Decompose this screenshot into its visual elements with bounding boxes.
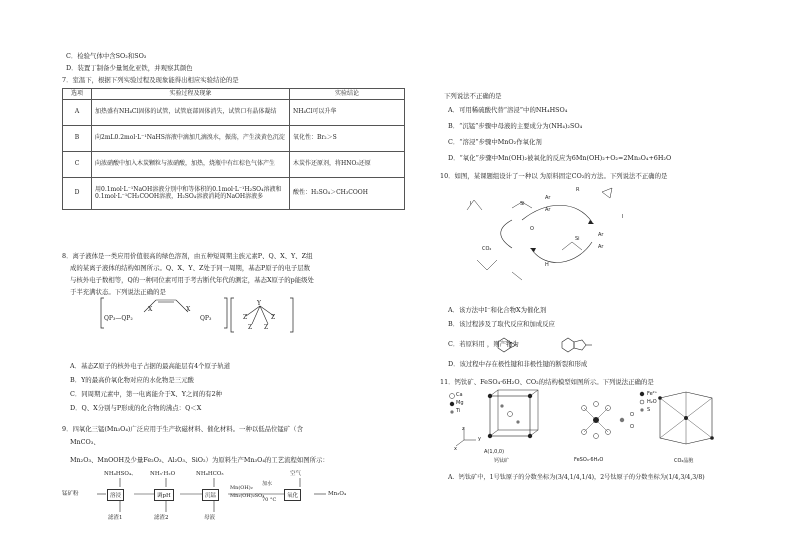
q10-label-si: Si: [520, 201, 525, 207]
table-cell-option: D: [63, 177, 92, 209]
q10-label-i: I: [470, 201, 472, 207]
q9-option-a: A．可用稀硫酸代替“溶浸”中的NH₄HSO₄: [448, 106, 568, 114]
q7-table: [62, 88, 405, 210]
q9-flow-residue-2: 滤渣2: [154, 515, 169, 521]
q10-label-ar: Ar: [598, 232, 604, 238]
q11-point-a: A(1,0,0): [484, 449, 505, 455]
q9-flow-reagent-2: NH₃·H₂O: [150, 471, 176, 477]
q9-option-d: D．“氧化”步骤中Mn(OH)₂被氧化的反应为6Mn(OH)₂+O₂=2Mn₃O₄+6H₂O: [448, 154, 672, 162]
q10-option-a: A．该方法中I⁻和化合物X为催化剂: [448, 306, 547, 314]
table-cell-process: 向浓硝酸中加入木炭颗粒与浓硝酸，加热，烧瓶中有红棕色气体产生: [92, 151, 290, 177]
q9-flow-reagent-1: NH₄HSO₄、: [104, 471, 137, 477]
q9-flow-step-precip: 沉锰: [202, 489, 219, 501]
q10-stem: 10．如图，某课题组设计了一种以 为原料固定CO₂的方法。下列说法不正确的是: [440, 172, 668, 180]
q9-cont-question: 下列说法不正确的是: [444, 92, 502, 100]
q11-caption-co2: CO₂晶胞: [674, 458, 694, 464]
q9-stem-line-1: 9．四氧化三锰(Mn₃O₄)广泛应用于生产软磁材料、催化材料。一种以低品位锰矿（含: [62, 425, 303, 433]
q8-option-a: A．基态Z原子的核外电子占据的最高能层有4个原子轨道: [70, 362, 231, 370]
q11-legend-fe: Fe²⁺: [647, 391, 658, 397]
q9-flow-add-water: 加水: [262, 481, 273, 487]
table-row: [63, 177, 405, 209]
q8-struct-left-group: QP₃—QP₂: [104, 315, 133, 322]
q11-legend-s: S: [647, 407, 651, 413]
q7-stem: 7．室温下，根据下列实验过程及现象能得出相应实验结论的是: [62, 76, 239, 84]
q8-struct-z: Z: [271, 314, 276, 321]
q11-axis-z: z: [462, 426, 465, 432]
q9-option-c: C．“溶浸”步骤中MnO₂作氧化剂: [448, 138, 542, 146]
q11-caption-feso4: FeSO₄·6H₂O: [574, 457, 604, 463]
q9-flow-step-leach: 溶浸: [107, 489, 124, 501]
q10-label-ar: Ar: [598, 244, 604, 250]
q6-option-d: D．装置丁制备少量氮化亚铁，并观察其颜色: [66, 64, 193, 72]
q10-label-o: O: [530, 226, 534, 232]
q11-axis-x: x: [454, 446, 457, 452]
q8-stem-line-1: 8．离子液体是一类应用价值很高的绿色溶剂，由五种短周期主族元素P、Q、X、Y、Z组: [62, 252, 313, 260]
q9-flow-end: Mn₃O₄: [328, 491, 347, 497]
q10-option-b: B．该过程涉及了取代反应和加成反应: [448, 320, 555, 328]
q10-label-ar: Ar: [545, 207, 551, 213]
q8-struct-right-group: QP₃: [200, 315, 212, 322]
q8-struct-z: Z: [243, 314, 248, 321]
q8-option-b: B．Y的最高价氧化物对应的水化物是三元酸: [70, 376, 194, 384]
q8-struct-x2: X: [186, 306, 191, 313]
q11-legend-ti: Ti: [456, 408, 461, 414]
table-row: [63, 125, 405, 151]
q10-label-si: Si: [575, 236, 580, 242]
q9-option-b: B．“沉锰”步骤中母液的主要成分为(NH₄)₂SO₄: [448, 122, 583, 130]
table-header-process: 实验过程及现象: [92, 89, 290, 100]
q8-struct-z: Z: [248, 324, 253, 331]
table-cell-conclusion: 酸性：H₂SO₄＞CH₃COOH: [290, 177, 405, 209]
table-cell-option: C: [63, 151, 92, 177]
table-header-option: 选项: [63, 89, 92, 100]
table-header-conclusion: 实验结论: [290, 89, 405, 100]
table-cell-conclusion: NH₄Cl可以升华: [290, 99, 405, 125]
q10-label-r: R: [576, 187, 580, 193]
q11-caption-perovskite: 钙钛矿: [494, 458, 510, 464]
q8-stem-line-4: 于半充满状态。下列说法正确的是: [70, 288, 166, 296]
q9-flow-air: 空气: [290, 471, 302, 477]
table-row: [63, 99, 405, 125]
q10-label-h: H: [545, 262, 549, 268]
q9-flow-mid-1: Mn(OH)₂: [230, 485, 253, 491]
q9-stem-line-2: MnCO₃、: [70, 438, 100, 446]
table-cell-option: B: [63, 125, 92, 151]
q10-option-c-structures: [496, 336, 596, 356]
q9-flow-step-oxidize: 氧化: [284, 489, 301, 501]
q8-struct-z: Z: [264, 324, 269, 331]
q11-option-a: A．钙钛矿中，1号钛原子的分数坐标为(3/4,1/4,1/4)，2号钛原子的分数坐标为(1/4,3/4,3/8): [448, 474, 705, 481]
q9-flow-mid-2: Mn₂(OH)₂SO₄: [230, 493, 265, 499]
q11-legend-ca: Ca: [456, 392, 463, 398]
table-cell-process: 向2mL0.2mol·L⁻¹NaHS溶液中滴加几滴溴水，振荡，产生淡黄色沉淀: [92, 125, 290, 151]
q11-stem: 11．钙钛矿、FeSO₄·6H₂O、CO₂的结构模型如图所示。下列说法正确的是: [440, 378, 654, 386]
q8-struct-y: Y: [257, 300, 261, 307]
q6-option-c: C．检验气体中含SO₂和SO₃: [66, 52, 147, 60]
q10-label-co2: CO₂: [482, 246, 492, 252]
q8-option-d: D．Q、X分别与P形成的化合物的沸点：Q＜X: [70, 404, 202, 412]
table-row: [63, 151, 405, 177]
q8-option-c: C．同周期元素中，第一电离能介于X、Y之间的有2种: [70, 390, 222, 398]
table-cell-option: A: [63, 99, 92, 125]
q9-flow-start: 锰矿粉: [62, 491, 79, 497]
table-cell-process: 用0.1mol·L⁻¹NaOH溶液分别中和等体积的0.1mol·L⁻¹H₂SO₄溶液和0.1mol·L⁻¹CH₃COOH溶液，H₂SO₄溶液消耗的NaOH溶液多: [92, 177, 290, 209]
q11-legend-mg: Mg: [456, 400, 464, 406]
q8-struct-x1: X: [148, 306, 153, 313]
q9-flow-temp: 70 °C: [262, 497, 277, 503]
q9-flow-step-ph: 调pH: [154, 489, 174, 501]
q8-stem-line-3: 与核外电子数相等，Q的一种同位素可用于考古断代年代的测定，基态X原子的p能级处: [70, 276, 314, 284]
table-cell-conclusion: 氧化性：Br₂＞S: [290, 125, 405, 151]
q9-stem-line-3: Mn₂O₃、MnOOH及少量Fe₂O₃、Al₂O₃、SiO₂）为原料生产Mn₃O₄的工艺流程如图所示：: [70, 456, 329, 464]
table-cell-conclusion: 木炭作还原剂，将HNO₃还原: [290, 151, 405, 177]
q10-label-ar: Ar: [545, 195, 551, 201]
q11-axis-y: y: [478, 436, 481, 442]
q8-ion-structure: [100, 292, 330, 337]
q10-label-i: I: [622, 214, 624, 220]
table-header-row: [63, 89, 405, 100]
q8-stem-line-2: 成的某离子液体的结构如图所示。Q、X、Y、Z处于同一周期，基态P原子的电子层数: [70, 264, 311, 272]
q10-option-c: C．若原料用 ，则产物为: [448, 340, 519, 348]
q10-option-d: D．该过程中存在极性键和非极性键的断裂和形成: [448, 360, 588, 368]
table-cell-process: 加热盛有NH₄Cl固体的试管，试管底部固体消失，试管口有晶体凝结: [92, 99, 290, 125]
q11-legend-water: H₂O: [647, 399, 657, 405]
q9-flow-mother-liquor: 母液: [204, 515, 216, 521]
q9-flow-reagent-3: NH₄HCO₃: [196, 471, 224, 477]
q9-flow-residue-1: 滤渣1: [108, 515, 123, 521]
